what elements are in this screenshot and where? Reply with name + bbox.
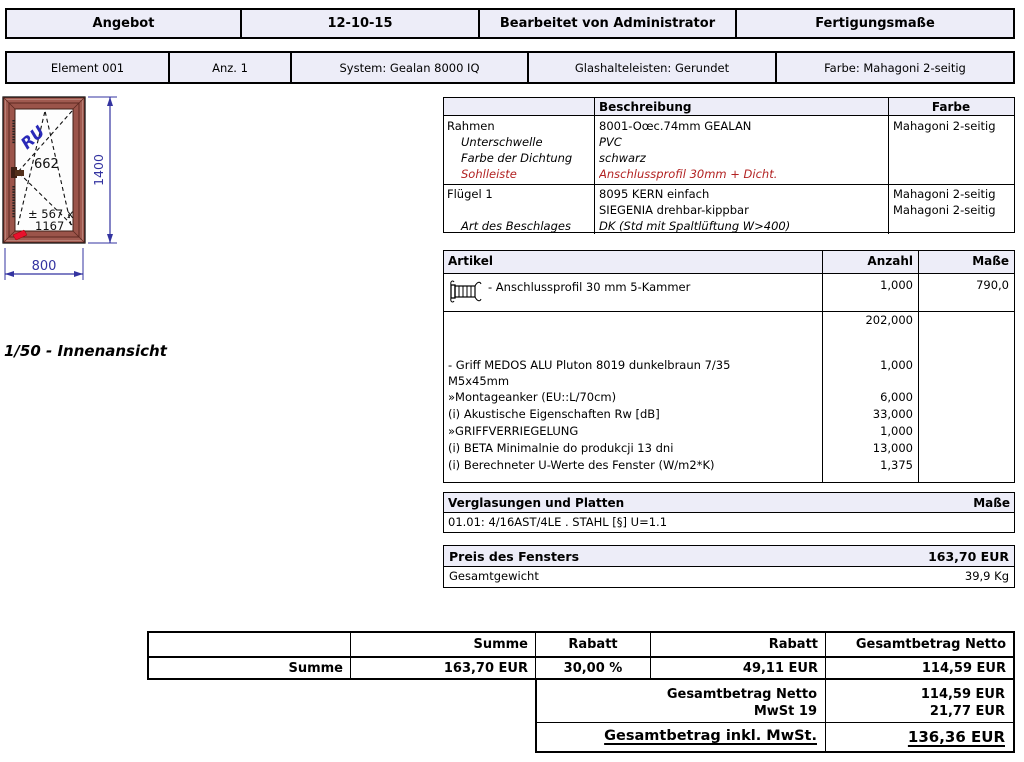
glazing-row: 01.01: 4/16AST/4LE . STAHL [§] U=1.1 xyxy=(448,514,668,529)
article-row xyxy=(444,312,1014,329)
frame-sub-desc-1: schwarz xyxy=(599,151,646,165)
sash-fitting-label: Art des Beschlages xyxy=(461,219,571,233)
article-filler-row xyxy=(444,474,1014,483)
element-beads: Glashalteleisten: Gerundet xyxy=(527,53,775,82)
element-color: Farbe: Mahagoni 2-seitig xyxy=(775,53,1013,82)
article-row-text: (i) Akustische Eigenschaften Rw [dB] xyxy=(448,407,660,421)
description-table xyxy=(443,97,1015,233)
article-row-qty: 1,375 xyxy=(822,457,918,474)
article-table xyxy=(443,250,1015,483)
weight-label: Gesamtgewicht xyxy=(449,569,539,583)
article-row xyxy=(444,457,1014,474)
frame-sub-label-0: Unterschwelle xyxy=(461,135,543,149)
article-row-qty: 1,000 xyxy=(822,357,918,389)
height-dimension-label: 1400 xyxy=(91,154,106,186)
doc-edited-by: Bearbeitet von Administrator xyxy=(478,10,735,37)
frame-label: Rahmen xyxy=(447,119,495,133)
sash-label: Flügel 1 xyxy=(447,187,493,201)
frame-desc: 8001-Oœc.74mm GEALAN xyxy=(599,119,752,133)
handle-height-dim: 662 xyxy=(34,157,59,172)
doc-date: 12-10-15 xyxy=(240,10,478,37)
article-row-text: - Anschlussprofil 30 mm 5-Kammer xyxy=(488,280,691,294)
glass-dim-line1: ± 567 x xyxy=(28,207,74,221)
element-header-table xyxy=(5,51,1015,84)
net-total-label: Gesamtbetrag Netto xyxy=(666,687,817,702)
article-row-qty: 1,000 xyxy=(822,274,918,311)
article-row-qty: 6,000 xyxy=(822,389,918,406)
summary-row-label: Summe xyxy=(288,660,343,676)
element-number: Element 001 xyxy=(50,60,125,75)
weight-value: 39,9 Kg xyxy=(964,569,1009,583)
summary-header-netto: Gesamtbetrag Netto xyxy=(825,633,1013,656)
element-system: System: Gealan 8000 IQ xyxy=(290,53,527,82)
article-row-text: »Montageanker (EU::L/70cm) xyxy=(448,390,617,404)
dimensions-header: Maße xyxy=(918,251,1013,273)
vat-label: MwSt 19 xyxy=(753,704,817,719)
price-value: 163,70 EUR xyxy=(928,548,1009,564)
glass-dim-line2: 1167 xyxy=(35,219,65,233)
price-table xyxy=(443,545,1015,588)
document-header-table xyxy=(5,8,1015,39)
article-row-dim: 790,0 xyxy=(918,274,1013,311)
article-row-qty: 13,000 xyxy=(822,440,918,457)
sash-color-2: Mahagoni 2-seitig xyxy=(893,203,996,217)
net-total-value: 114,59 EUR xyxy=(825,680,1013,704)
glazing-title: Verglasungen und Platten xyxy=(448,495,625,510)
article-header: Artikel xyxy=(448,254,493,268)
sash-fitting-desc: DK (Std mit Spaltlüftung W>400) xyxy=(599,219,791,233)
summary-table xyxy=(147,631,1015,680)
frame-sub-label-2: Sohlleiste xyxy=(461,167,517,181)
desc-header-farbe: Farbe xyxy=(888,98,1013,115)
sash-desc-1: 8095 KERN einfach xyxy=(599,187,710,201)
summary-header-rabatt-val: Rabatt xyxy=(650,633,825,656)
doc-measure-type: Fertigungsmaße xyxy=(735,10,1013,37)
quantity-header: Anzahl xyxy=(822,251,918,273)
frame-row xyxy=(444,116,1014,185)
article-row xyxy=(444,406,1014,423)
desc-header-beschreibung: Beschreibung xyxy=(594,98,888,115)
grand-total-label: Gesamtbetrag inkl. MwSt. xyxy=(604,728,817,744)
article-row-text: (i) BETA Minimalnie do produkcji 13 dni xyxy=(448,441,674,455)
article-row xyxy=(444,274,1014,312)
article-row-text: (i) Berechneter U-Werte des Fenster (W/m2*K) xyxy=(448,458,715,472)
sash-row xyxy=(444,185,1014,233)
desc-header-spacer xyxy=(444,98,594,115)
summary-row-rabatt-pct: 30,00 % xyxy=(535,658,650,678)
article-row xyxy=(444,389,1014,406)
frame-sub-desc-0: PVC xyxy=(599,135,622,149)
sash-desc-2: SIEGENIA drehbar-kippbar xyxy=(599,203,749,217)
article-row-text: - Griff MEDOS ALU Pluton 8019 dunkelbraun 7/35 M5x45mm xyxy=(448,358,731,388)
article-row xyxy=(444,357,1014,389)
article-row-qty: 202,000 xyxy=(822,312,918,329)
article-row-qty: 33,000 xyxy=(822,406,918,423)
glazing-table xyxy=(443,492,1015,533)
article-spacer-row xyxy=(444,329,1014,357)
summary-header-summe: Summe xyxy=(350,633,535,656)
view-scale-label: 1/50 - Innenansicht xyxy=(4,342,167,360)
summary-row-netto: 114,59 EUR xyxy=(825,658,1013,678)
profile-cross-section-icon xyxy=(448,277,484,305)
grand-total-value: 136,36 EUR xyxy=(825,723,1013,752)
article-row xyxy=(444,440,1014,457)
sash-color-1: Mahagoni 2-seitig xyxy=(893,187,996,201)
price-title: Preis des Fensters xyxy=(449,548,580,564)
vat-value: 21,77 EUR xyxy=(825,704,1013,722)
profile-ru-mark: RU xyxy=(16,121,49,153)
article-row xyxy=(444,423,1014,440)
totals-box xyxy=(535,680,1015,753)
frame-sub-label-1: Farbe der Dichtung xyxy=(461,151,573,165)
article-row-text: »GRIFFVERRIEGELUNG xyxy=(448,424,579,438)
summary-header-rabatt-pct: Rabatt xyxy=(535,633,650,656)
glazing-dim-header: Maße xyxy=(973,495,1010,510)
frame-sub-desc-2: Anschlussprofil 30mm + Dicht. xyxy=(599,167,778,181)
doc-title: Angebot xyxy=(92,16,155,31)
frame-color: Mahagoni 2-seitig xyxy=(893,119,996,133)
summary-row-summe: 163,70 EUR xyxy=(350,658,535,678)
element-quantity: Anz. 1 xyxy=(168,53,290,82)
summary-row-rabatt-val: 49,11 EUR xyxy=(650,658,825,678)
article-row-qty: 1,000 xyxy=(822,423,918,440)
width-dimension-label: 800 xyxy=(31,259,57,274)
